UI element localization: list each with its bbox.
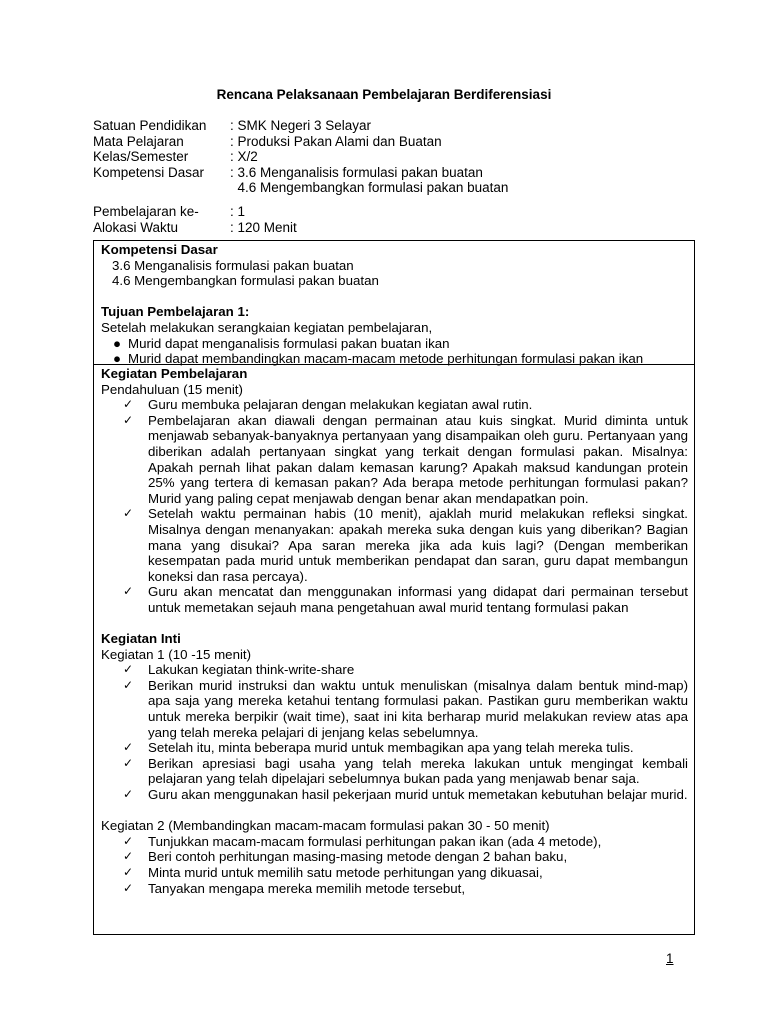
check-icon: ✓ [123, 662, 134, 677]
list-item [101, 678, 688, 740]
meta-label: Kompetensi Dasar [93, 164, 205, 180]
list-item [101, 336, 688, 352]
meta-value: 4.6 Mengembangkan formulasi pakan buatan [230, 180, 509, 196]
meta-label [93, 180, 230, 196]
list-item [101, 397, 688, 413]
inti-heading: Kegiatan Inti [101, 631, 181, 647]
check-icon: ✓ [123, 865, 134, 879]
kd-item: 4.6 Mengembangkan formulasi pakan buatan [112, 273, 379, 289]
list-item-text: Beri contoh perhitungan masing-masing metode dengan 2 bahan baku, [148, 849, 568, 865]
tujuan-intro: Setelah melakukan serangkaian kegiatan pembelajaran, [101, 319, 433, 335]
check-icon: ✓ [123, 412, 134, 427]
meta-label: Mata Pelajaran [93, 133, 184, 149]
list-item [101, 506, 688, 584]
list-item-text: Guru akan mencatat dan menggunakan informasi yang didapat dari permainan tersebut untuk memetakan sejauh mana pengetahuan awal murid tentang formulasi pakan [148, 584, 688, 615]
list-item [101, 865, 688, 881]
meta-row [93, 165, 508, 181]
list-item-text: Lakukan kegiatan think-write-share [148, 662, 355, 678]
list-item-text: Tanyakan mengapa mereka memilih metode tersebut, [148, 880, 466, 896]
meta-value: : X/2 [230, 149, 258, 165]
check-icon: ✓ [123, 677, 134, 692]
meta-value: : SMK Negeri 3 Selayar [230, 118, 372, 133]
list-item-text: Setelah itu, minta beberapa murid untuk membagikan apa yang telah mereka tulis. [148, 740, 634, 756]
list-item [101, 787, 688, 803]
bullet-icon: ● [113, 335, 122, 351]
meta-value: : 3.6 Menganalisis formulasi pakan buatan [230, 164, 483, 180]
page-number: 1 [666, 951, 674, 966]
list-item [101, 662, 688, 678]
meta-label: Alokasi Waktu [93, 219, 179, 235]
list-item-text: Guru akan menggunakan hasil pekerjaan murid untuk memetakan kebutuhan belajar murid. [148, 787, 688, 803]
check-icon: ✓ [123, 787, 134, 802]
bullet-icon: ● [113, 351, 122, 367]
check-icon: ✓ [123, 740, 134, 755]
meta-row [93, 149, 508, 165]
pendahuluan-label: Pendahuluan (15 menit) [101, 381, 243, 397]
activities-heading: Kegiatan Pembelajaran [101, 366, 248, 381]
meta-row [93, 134, 508, 150]
meta-label: Satuan Pendidikan [93, 118, 207, 133]
list-item [101, 881, 688, 897]
list-item-text: Murid dapat membandingkan macam-macam metode perhitungan formulasi pakan ikan [128, 351, 644, 367]
list-item-text: Murid dapat menganalisis formulasi pakan buatan ikan [128, 335, 450, 351]
meta-value: : Produksi Pakan Alami dan Buatan [230, 133, 442, 149]
list-item-text: Berikan apresiasi bagi usaha yang telah mereka lakukan untuk mengingat kembali pelajaran yang telah dipelajari sebelumnya bukan pada yang menjawab benar saja. [148, 755, 688, 787]
meta-row [93, 220, 508, 236]
list-item [101, 849, 688, 865]
competency-box [93, 240, 695, 365]
kd-heading: Kompetensi Dasar [101, 242, 218, 257]
check-icon: ✓ [123, 833, 134, 848]
meta-label: Pembelajaran ke- [93, 203, 199, 219]
learning-activities-box [93, 364, 695, 935]
list-item [101, 834, 688, 850]
list-item-text: Minta murid untuk memilih satu metode perhitungan yang dikuasai, [148, 865, 543, 880]
meta-label: Kelas/Semester [93, 149, 189, 165]
meta-row [93, 118, 508, 134]
list-item [101, 756, 688, 787]
list-item-text: Pembelajaran akan diawali dengan permainan atau kuis singkat. Murid diminta untuk menjawab sebanyak-banyaknya pertanyaan yang disampaikan oleh guru. Pertanyaan yang diberikan adalah pertanyaan singkat yang terkait dengan formulasi pakan. Misalnya: Apakah pernah lihat pakan dalam kemasan karung? Apakah maksud kandungan protein 25% yang tertera di kemasan pakan? Ada berapa metode perhitungan formulasi pakan? Murid yang paling cepat menjawab dengan benar akan mendapatkan poin. [148, 412, 688, 506]
list-item-text: Setelah waktu permainan habis (10 menit), ajaklah murid melakukan refleksi singkat. Misalnya dengan menanyakan: apakah mereka suka dengan kuis yang diberikan? Bagian mana yang disukai? Apa saran mereka jika ada kuis lagi? (Dengan memberikan kesempatan pada murid untuk memberikan pendapat dan saran, guru dapat membangun koneksi dan rasa percaya). [148, 506, 688, 584]
check-icon: ✓ [123, 506, 134, 521]
list-item-text: Guru membuka pelajaran dengan melakukan kegiatan awal rutin. [148, 397, 533, 413]
check-icon: ✓ [123, 584, 134, 599]
meta-row [93, 180, 508, 196]
check-icon: ✓ [123, 397, 134, 412]
kegiatan1-label: Kegiatan 1 (10 -15 menit) [101, 646, 252, 662]
page-title: Rencana Pelaksanaan Pembelajaran Berdiferensiasi [216, 87, 552, 102]
check-icon: ✓ [123, 880, 134, 895]
list-item-text: Tunjukkan macam-macam formulasi perhitungan pakan ikan (ada 4 metode), [148, 833, 602, 849]
kegiatan2-label: Kegiatan 2 (Membandingkan macam-macam formulasi pakan 30 - 50 menit) [101, 818, 550, 834]
meta-value: : 1 [230, 203, 246, 219]
list-item [101, 413, 688, 507]
identity-block [93, 118, 508, 235]
list-item [101, 740, 688, 756]
list-item-text: Berikan murid instruksi dan waktu untuk menuliskan (misalnya dalam bentuk mind-map) apa saja yang mereka ketahui tentang formulasi pakan. Pastikan guru memberikan waktu untuk mereka berpikir (wait time), saat ini kita berharap murid melakukan review atas apa yang telah mereka pelajari di jenjang kelas sebelumnya. [148, 677, 688, 740]
check-icon: ✓ [123, 849, 134, 864]
tujuan-heading: Tujuan Pembelajaran 1: [101, 304, 250, 320]
list-item [101, 584, 688, 615]
kd-item: 3.6 Menganalisis formulasi pakan buatan [112, 257, 354, 273]
meta-value: : 120 Menit [230, 219, 297, 235]
meta-row [93, 204, 508, 220]
check-icon: ✓ [123, 755, 134, 770]
